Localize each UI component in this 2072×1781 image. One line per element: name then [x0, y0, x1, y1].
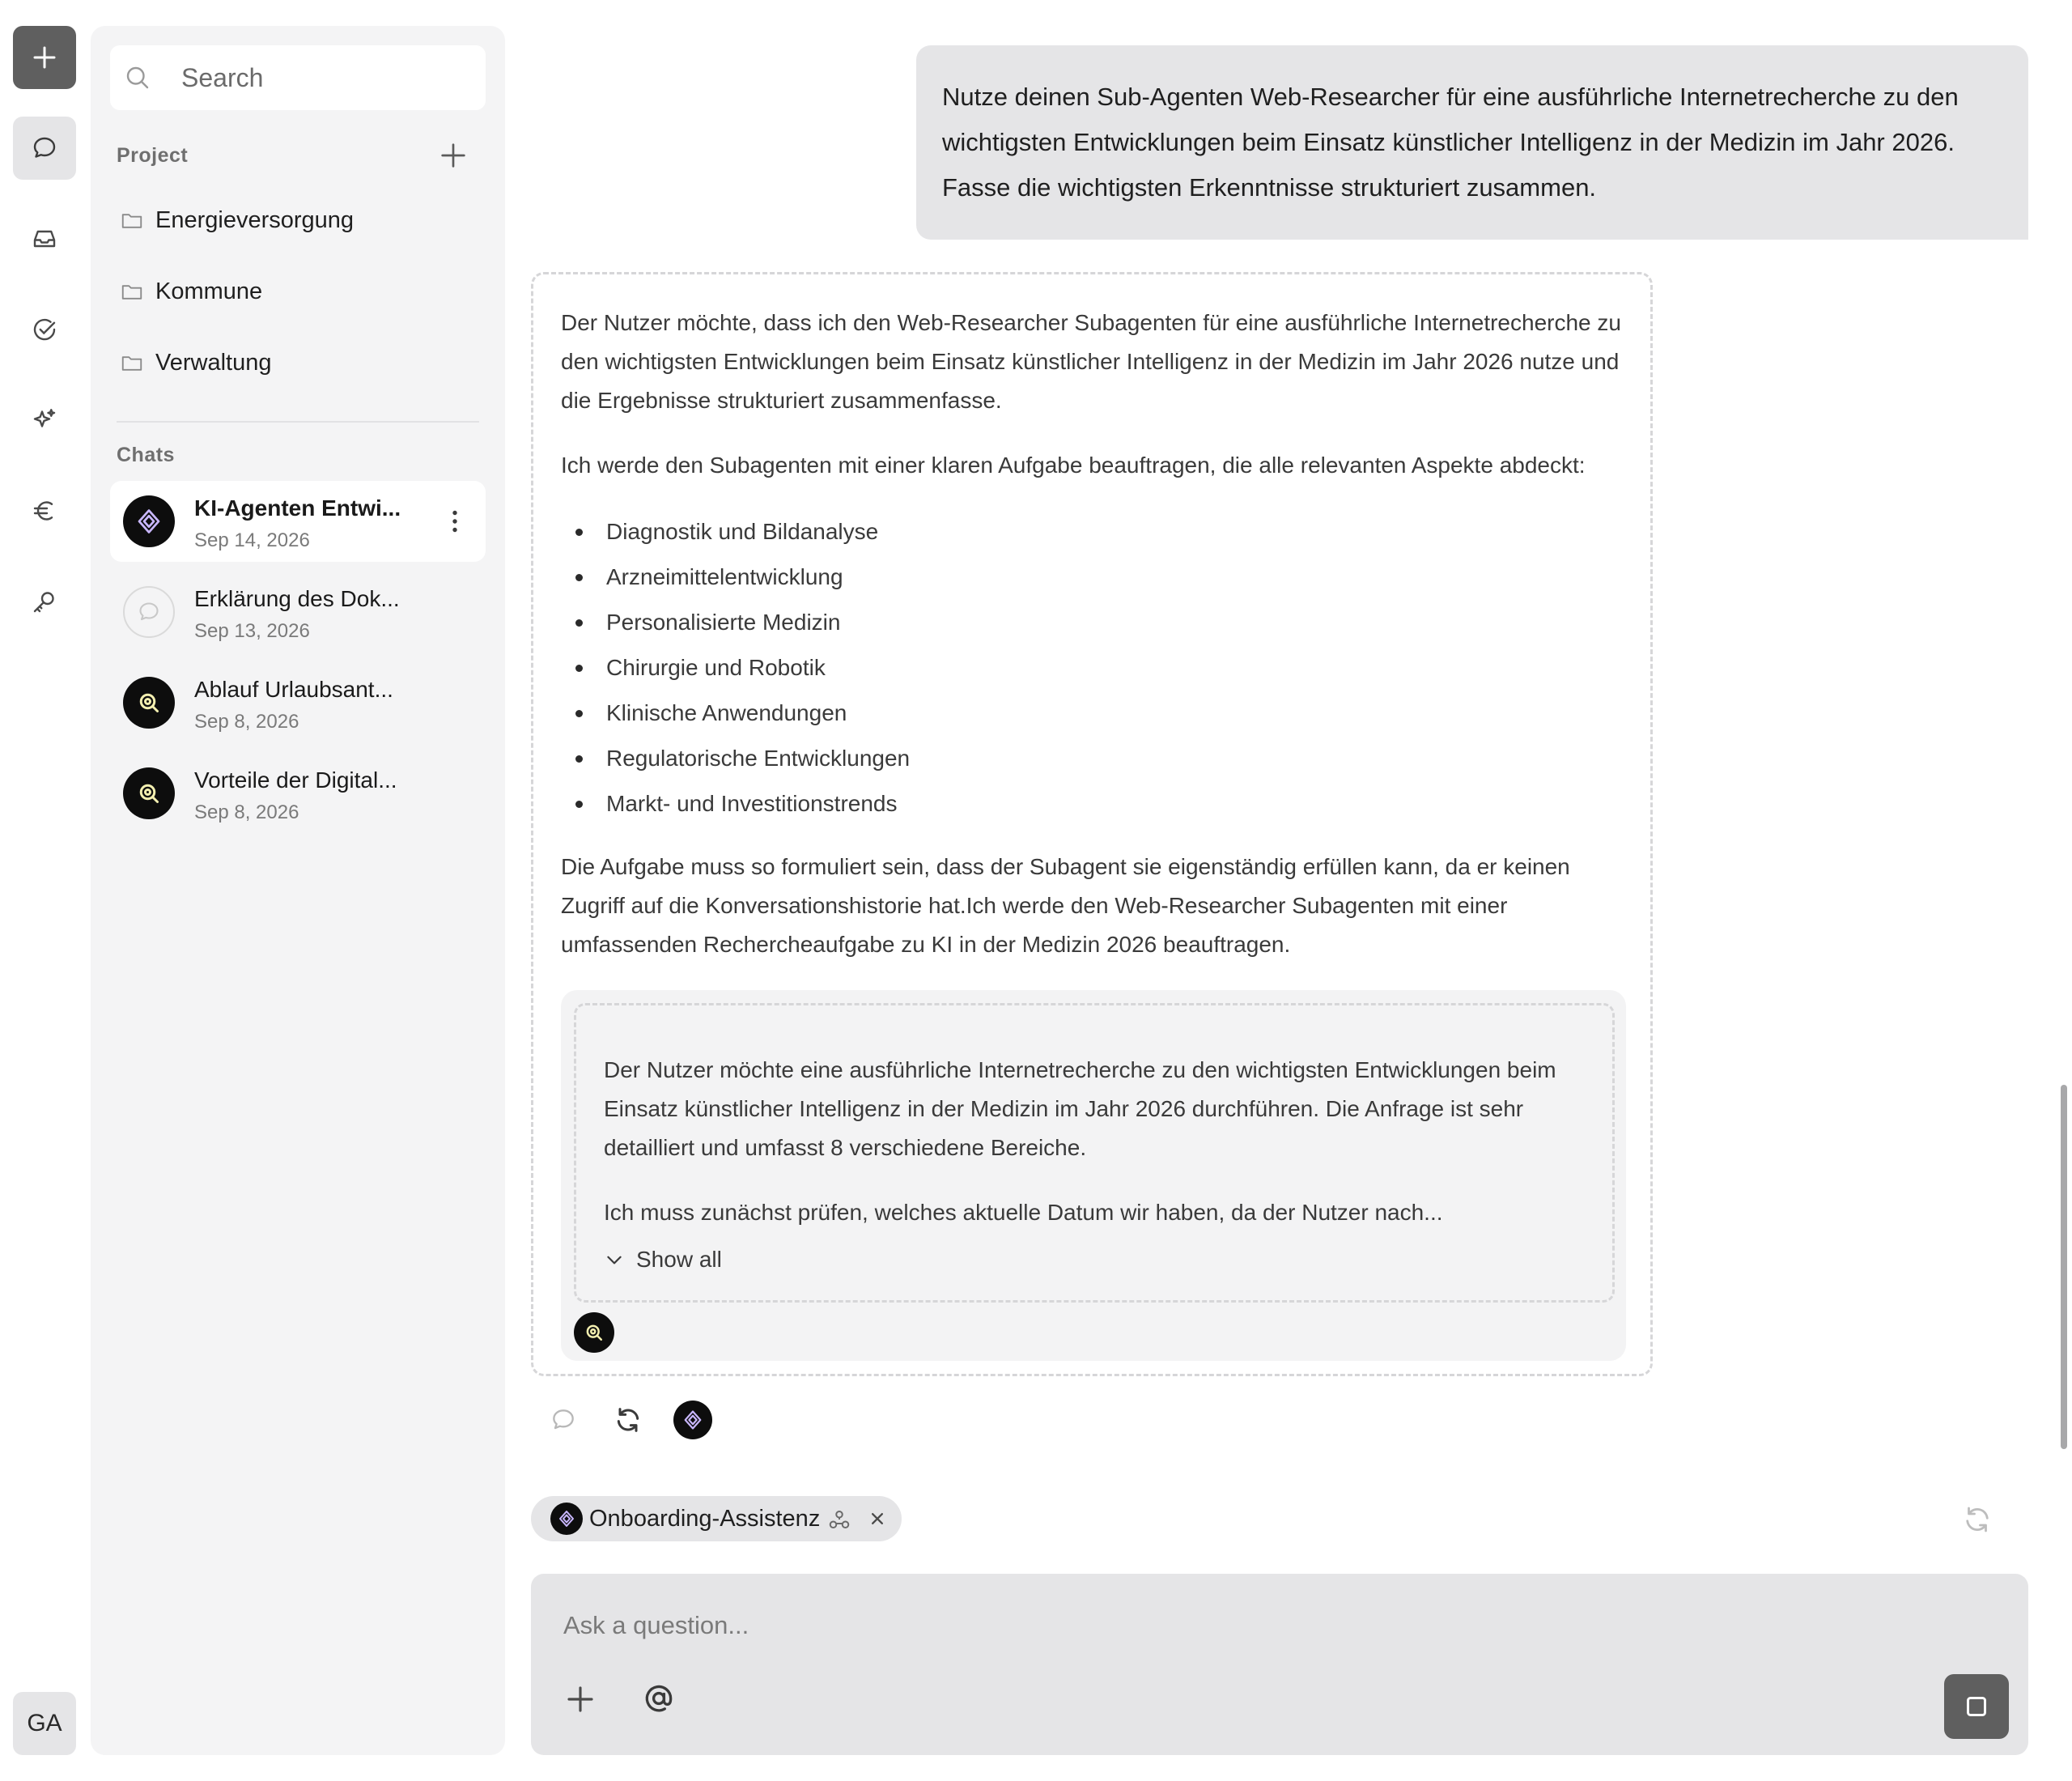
assistant-avatar — [123, 586, 175, 638]
project-label: Energieversorgung — [155, 206, 355, 233]
subagents-icon — [827, 1507, 851, 1532]
question-input[interactable]: Ask a question... — [563, 1611, 749, 1639]
list-item: Diagnostik und Bildanalyse — [561, 509, 910, 555]
list-item: Arzneimittelentwicklung — [561, 555, 910, 600]
search-globe-icon — [134, 779, 163, 808]
close-icon[interactable] — [866, 1507, 889, 1530]
refresh-icon — [612, 1404, 644, 1436]
scrollbar[interactable] — [2061, 1085, 2067, 1449]
show-all-toggle[interactable] — [604, 1247, 722, 1273]
chat-title: Erklärung des Dok... — [194, 586, 400, 611]
more-vertical-icon[interactable] — [440, 507, 469, 536]
subagent-reasoning-block — [574, 1003, 1615, 1303]
subagent-paragraph: Der Nutzer möchte eine ausführliche Internetrecherche zu den wichtigsten Entwicklungen beim Einsatz künstlicher Intelligenz in der Medizin im Jahr 2026 durchführen. Die Anfrage ist sehr detailliert und umfasst 8 verschiedene Bereiche. — [604, 1057, 1556, 1160]
selected-agent-chip[interactable] — [531, 1496, 902, 1541]
project-section-label: Project — [117, 144, 189, 167]
regenerate-button[interactable] — [609, 1401, 648, 1439]
stop-square-icon — [1962, 1692, 1991, 1721]
icon-rail — [0, 0, 89, 1781]
reasoning-paragraph: Ich werde den Subagenten mit einer klaren Aufgabe beauftragen, die alle relevanten Aspekte abdeckt: — [561, 453, 1586, 478]
reasoning-paragraph: Die Aufgabe muss so formuliert sein, dass der Subagent sie eigenständig erfüllen kann, da er keinen Zugriff auf die Konversationshistorie hat.Ich werde den Web-Researcher Subagenten mit einer umfassenden Rechercheaufgabe zu KI in der Medizin 2026 beauftragen. — [561, 854, 1570, 957]
refresh-icon[interactable] — [1960, 1503, 1994, 1537]
diamond-logo-icon — [134, 507, 163, 536]
project-label: Verwaltung — [155, 349, 272, 376]
search-placeholder: Search — [181, 63, 264, 92]
search-globe-icon — [582, 1320, 606, 1345]
new-chat-button[interactable] — [13, 26, 76, 89]
chat-bubble-icon — [134, 597, 163, 627]
chat-title: Vorteile der Digital... — [194, 767, 397, 793]
reasoning-paragraph: Der Nutzer möchte, dass ich den Web-Researcher Subagenten für eine ausführliche Internetrecherche zu den wichtigsten Entwicklungen beim Einsatz künstlicher Intelligenz in der Medizin im Jahr 2026 nutze und die Ergebnisse strukturiert zusammenfasse. — [561, 310, 1621, 413]
chat-list-item[interactable] — [110, 481, 486, 562]
chat-date: Sep 13, 2026 — [194, 620, 310, 642]
diamond-logo-icon — [681, 1409, 704, 1431]
list-item: Chirurgie und Robotik — [561, 645, 910, 691]
search-input[interactable] — [110, 45, 486, 110]
assistant-avatar — [673, 1401, 712, 1439]
reasoning-block — [531, 272, 1653, 1376]
chat-title: Ablauf Urlaubsant... — [194, 677, 393, 702]
add-attachment-icon[interactable] — [563, 1682, 597, 1716]
keys-nav-button[interactable] — [13, 570, 76, 633]
chat-title: KI-Agenten Entwi... — [194, 495, 401, 521]
project-item-kommune[interactable] — [120, 275, 262, 308]
chat-date: Sep 14, 2026 — [194, 529, 310, 551]
tasks-nav-button[interactable] — [13, 298, 76, 361]
agent-chip-label: Onboarding-Assistenz — [589, 1506, 821, 1532]
user-avatar[interactable]: GA — [13, 1692, 76, 1755]
chat-list-item[interactable] — [110, 753, 486, 834]
key-icon — [30, 587, 59, 616]
billing-nav-button[interactable] — [13, 479, 76, 542]
assistant-avatar — [123, 767, 175, 819]
stop-button[interactable] — [1944, 1674, 2009, 1739]
folder-icon — [120, 279, 144, 304]
check-circle-icon — [30, 315, 59, 344]
user-message: Nutze deinen Sub-Agenten Web-Researcher für eine ausführliche Internetrecherche zu den wichtigsten Entwicklungen beim Einsatz künstlicher Intelligenz in der Medizin im Jahr 2026. Fasse die wichtigsten Erkenntnisse strukturiert zusammen. — [916, 45, 2028, 240]
subagent-paragraph: Ich muss zunächst prüfen, welches aktuelle Datum wir haben, da der Nutzer nach... — [604, 1200, 1443, 1225]
list-item: Regulatorische Entwicklungen — [561, 736, 910, 781]
comment-button[interactable] — [544, 1401, 583, 1439]
project-item-energieversorgung[interactable] — [120, 204, 354, 236]
chats-nav-button[interactable] — [13, 117, 76, 180]
sidebar-divider — [117, 421, 479, 423]
chat-date: Sep 8, 2026 — [194, 711, 299, 733]
folder-icon — [120, 208, 144, 232]
subagent-card — [561, 990, 1626, 1361]
inbox-nav-button[interactable] — [13, 207, 76, 270]
sidebar — [91, 26, 505, 1755]
plus-icon — [30, 43, 59, 72]
add-project-icon[interactable] — [437, 139, 469, 172]
subagent-avatar — [574, 1312, 614, 1353]
project-label: Kommune — [155, 278, 263, 304]
chat-bubble-icon — [547, 1404, 580, 1436]
chevron-down-icon — [604, 1249, 625, 1270]
chat-list-item[interactable] — [110, 572, 486, 652]
agent-avatar — [550, 1503, 583, 1535]
list-item: Markt- und Investitionstrends — [561, 781, 910, 827]
search-icon — [123, 63, 152, 92]
mention-icon[interactable] — [641, 1681, 677, 1716]
assistant-avatar — [123, 677, 175, 729]
chat-list-item[interactable] — [110, 662, 486, 743]
message-composer[interactable] — [531, 1574, 2028, 1755]
assistants-nav-button[interactable] — [13, 389, 76, 452]
chat-bubble-icon — [30, 134, 59, 163]
list-item: Klinische Anwendungen — [561, 691, 910, 736]
diamond-logo-icon — [557, 1509, 576, 1528]
euro-icon — [30, 496, 59, 525]
folder-icon — [120, 351, 144, 375]
project-item-verwaltung[interactable] — [120, 346, 272, 379]
aspects-list — [561, 509, 910, 827]
show-all-label: Show all — [636, 1247, 722, 1272]
chat-date: Sep 8, 2026 — [194, 801, 299, 823]
list-item: Personalisierte Medizin — [561, 600, 910, 645]
inbox-icon — [30, 224, 59, 253]
search-globe-icon — [134, 688, 163, 717]
assistant-avatar — [123, 495, 175, 547]
chats-section-label: Chats — [117, 444, 175, 466]
sparkle-icon — [30, 406, 59, 435]
